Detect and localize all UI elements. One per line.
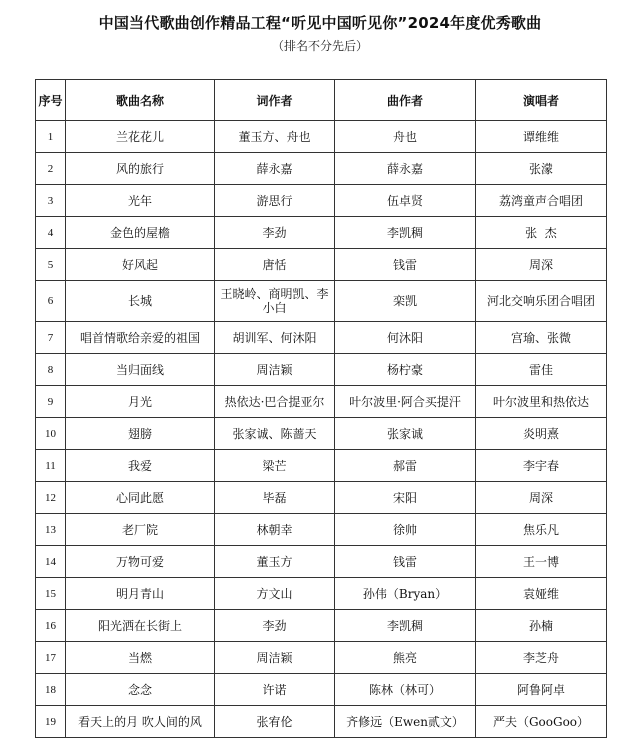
cell-lyricist: 梁芒 <box>215 450 335 482</box>
cell-composer: 齐修远（Ewen贰文） <box>335 706 476 738</box>
cell-composer: 宋阳 <box>335 482 476 514</box>
table-row <box>36 217 607 249</box>
cell-song-name: 唱首情歌给亲爱的祖国 <box>66 322 215 354</box>
cell-singer: 谭维维 <box>476 121 607 153</box>
cell-singer: 李宇春 <box>476 450 607 482</box>
cell-number: 11 <box>36 450 66 482</box>
cell-number: 3 <box>36 185 66 217</box>
cell-number: 9 <box>36 386 66 418</box>
table-row <box>36 578 607 610</box>
cell-singer: 宫瑜、张微 <box>476 322 607 354</box>
cell-song-name: 当归面线 <box>66 354 215 386</box>
cell-composer: 杨柠豪 <box>335 354 476 386</box>
table-row <box>36 281 607 322</box>
table-row <box>36 121 607 153</box>
cell-song-name: 念念 <box>66 674 215 706</box>
cell-lyricist: 周洁颖 <box>215 642 335 674</box>
cell-number: 17 <box>36 642 66 674</box>
cell-lyricist: 李劲 <box>215 217 335 249</box>
cell-number: 10 <box>36 418 66 450</box>
cell-composer: 孙伟（Bryan） <box>335 578 476 610</box>
table-header-row <box>36 80 607 121</box>
table-row <box>36 546 607 578</box>
cell-song-name: 阳光洒在长街上 <box>66 610 215 642</box>
cell-song-name: 明月青山 <box>66 578 215 610</box>
table-row <box>36 514 607 546</box>
cell-lyricist: 周洁颖 <box>215 354 335 386</box>
table-row <box>36 642 607 674</box>
cell-lyricist: 毕磊 <box>215 482 335 514</box>
table-row <box>36 249 607 281</box>
cell-number: 5 <box>36 249 66 281</box>
cell-number: 1 <box>36 121 66 153</box>
cell-singer: 周深 <box>476 482 607 514</box>
header-number: 序号 <box>36 80 66 121</box>
cell-song-name: 看天上的月 吹人间的风 <box>66 706 215 738</box>
cell-song-name: 老厂院 <box>66 514 215 546</box>
cell-song-name: 兰花花儿 <box>66 121 215 153</box>
page-title: 中国当代歌曲创作精品工程“听见中国听见你”2024年度优秀歌曲 <box>98 14 542 32</box>
cell-composer: 李凯稠 <box>335 217 476 249</box>
cell-lyricist: 张宥伦 <box>215 706 335 738</box>
cell-song-name: 金色的屋檐 <box>66 217 215 249</box>
cell-composer: 郝雷 <box>335 450 476 482</box>
cell-singer: 焦乐凡 <box>476 514 607 546</box>
cell-song-name: 我爱 <box>66 450 215 482</box>
cell-singer: 李芝舟 <box>476 642 607 674</box>
header-composer: 曲作者 <box>335 80 476 121</box>
cell-composer: 栾凯 <box>335 281 476 322</box>
songs-table <box>35 79 607 738</box>
header-song-name: 歌曲名称 <box>66 80 215 121</box>
cell-lyricist: 董玉方、舟也 <box>215 121 335 153</box>
table-row <box>36 674 607 706</box>
cell-composer: 钱雷 <box>335 249 476 281</box>
cell-singer: 张 杰 <box>476 217 607 249</box>
cell-song-name: 长城 <box>66 281 215 322</box>
table-row <box>36 354 607 386</box>
cell-composer: 徐帅 <box>335 514 476 546</box>
cell-song-name: 心同此愿 <box>66 482 215 514</box>
table-row <box>36 610 607 642</box>
page-subtitle: （排名不分先后） <box>271 39 368 53</box>
header-singer: 演唱者 <box>476 80 607 121</box>
table-row <box>36 450 607 482</box>
cell-song-name: 光年 <box>66 185 215 217</box>
header-lyricist: 词作者 <box>215 80 335 121</box>
cell-number: 12 <box>36 482 66 514</box>
cell-singer: 孙楠 <box>476 610 607 642</box>
cell-number: 6 <box>36 281 66 322</box>
cell-song-name: 翅膀 <box>66 418 215 450</box>
cell-composer: 叶尔波里·阿合买提汗 <box>335 386 476 418</box>
cell-lyricist: 林朝幸 <box>215 514 335 546</box>
cell-song-name: 万物可爱 <box>66 546 215 578</box>
cell-number: 8 <box>36 354 66 386</box>
cell-singer: 阿鲁阿卓 <box>476 674 607 706</box>
cell-lyricist: 董玉方 <box>215 546 335 578</box>
cell-composer: 薛永嘉 <box>335 153 476 185</box>
cell-singer: 王一博 <box>476 546 607 578</box>
cell-lyricist: 方文山 <box>215 578 335 610</box>
cell-composer: 何沐阳 <box>335 322 476 354</box>
cell-singer: 严夫（GooGoo） <box>476 706 607 738</box>
cell-singer: 周深 <box>476 249 607 281</box>
cell-singer: 袁娅维 <box>476 578 607 610</box>
cell-lyricist: 李劲 <box>215 610 335 642</box>
cell-number: 2 <box>36 153 66 185</box>
table-body <box>36 121 607 738</box>
cell-lyricist: 许诺 <box>215 674 335 706</box>
table-row <box>36 482 607 514</box>
cell-song-name: 风的旅行 <box>66 153 215 185</box>
cell-lyricist: 薛永嘉 <box>215 153 335 185</box>
cell-composer: 舟也 <box>335 121 476 153</box>
cell-singer: 河北交响乐团合唱团 <box>476 281 607 322</box>
cell-composer: 张家诚 <box>335 418 476 450</box>
cell-number: 15 <box>36 578 66 610</box>
cell-number: 19 <box>36 706 66 738</box>
table-row <box>36 322 607 354</box>
table-row <box>36 386 607 418</box>
cell-number: 4 <box>36 217 66 249</box>
cell-song-name: 好风起 <box>66 249 215 281</box>
cell-singer: 炎明熹 <box>476 418 607 450</box>
cell-composer: 李凯稠 <box>335 610 476 642</box>
cell-composer: 熊亮 <box>335 642 476 674</box>
cell-singer: 雷佳 <box>476 354 607 386</box>
cell-composer: 伍卓贤 <box>335 185 476 217</box>
cell-lyricist: 热依达·巴合提亚尔 <box>215 386 335 418</box>
cell-number: 16 <box>36 610 66 642</box>
cell-song-name: 当燃 <box>66 642 215 674</box>
table-row <box>36 706 607 738</box>
cell-lyricist: 游思行 <box>215 185 335 217</box>
cell-number: 13 <box>36 514 66 546</box>
cell-singer: 张濛 <box>476 153 607 185</box>
cell-composer: 陈林（林可） <box>335 674 476 706</box>
cell-lyricist: 胡训军、何沐阳 <box>215 322 335 354</box>
cell-lyricist: 唐恬 <box>215 249 335 281</box>
table-row <box>36 418 607 450</box>
table-row <box>36 153 607 185</box>
cell-number: 7 <box>36 322 66 354</box>
cell-song-name: 月光 <box>66 386 215 418</box>
cell-number: 14 <box>36 546 66 578</box>
cell-composer: 钱雷 <box>335 546 476 578</box>
table-row <box>36 185 607 217</box>
cell-number: 18 <box>36 674 66 706</box>
cell-lyricist: 张家诚、陈蔷天 <box>215 418 335 450</box>
cell-singer: 荔湾童声合唱团 <box>476 185 607 217</box>
cell-lyricist: 王晓岭、商明凯、李小白 <box>215 281 335 322</box>
cell-singer: 叶尔波里和热依达 <box>476 386 607 418</box>
